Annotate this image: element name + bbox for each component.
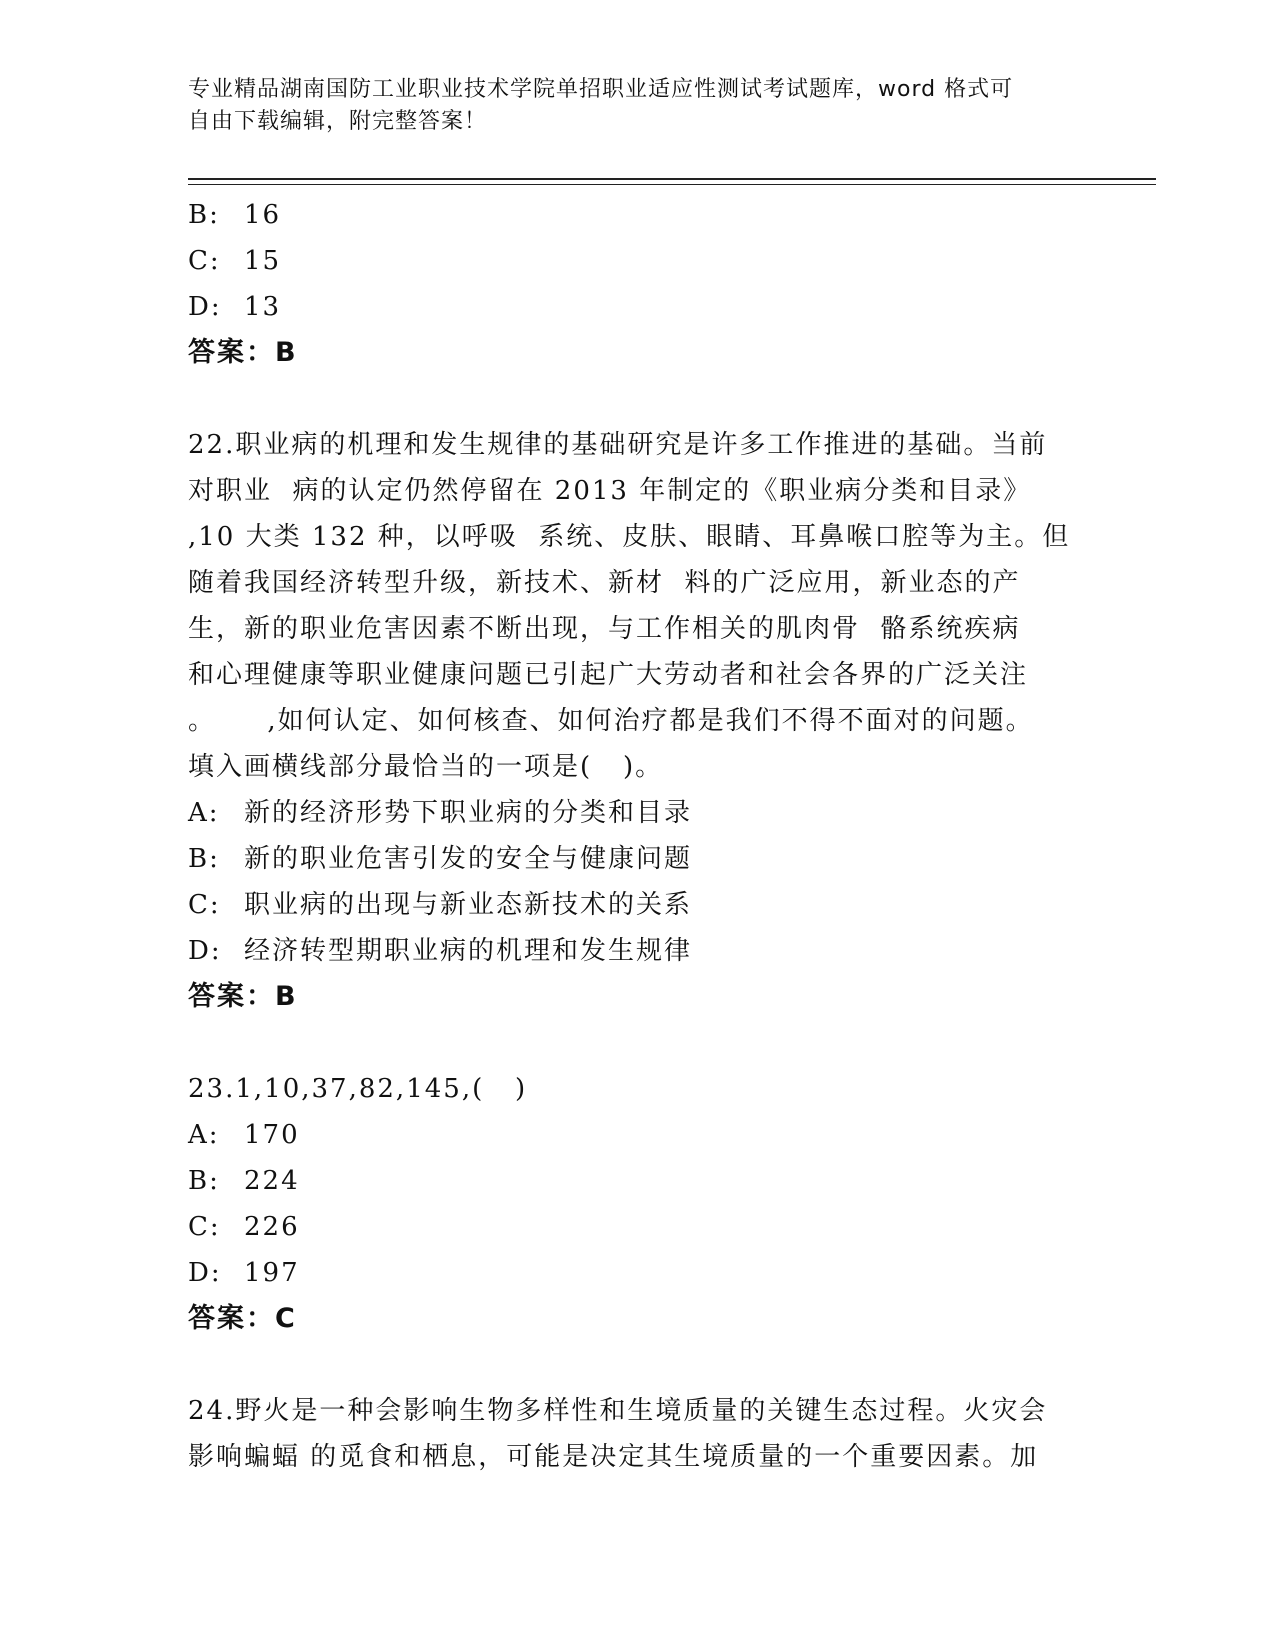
question-22-options xyxy=(188,790,1088,974)
option-b: B: 224 xyxy=(188,1166,300,1196)
option-b: B: 新的职业危害引发的安全与健康问题 xyxy=(188,844,693,874)
option-d: D: 197 xyxy=(188,1258,300,1288)
question-23-stem: 23.1,10,37,82,145,( ) xyxy=(188,1074,528,1104)
stem-line: 24.野火是一种会影响生物多样性和生境质量的关键生态过程。火灾会 xyxy=(188,1396,1048,1426)
page-header xyxy=(188,74,1068,138)
stem-line: 对职业 病的认定仍然停留在 2013 年制定的《职业病分类和目录》 xyxy=(188,476,1032,506)
question-22-answer: 答案：B xyxy=(188,981,298,1012)
stem-line: 随着我国经济转型升级，新技术、新材 料的广泛应用，新业态的产 xyxy=(188,568,1021,598)
question-21-answer: 答案：B xyxy=(188,337,298,368)
option-d: D: 13 xyxy=(188,292,282,322)
header-line-1: 专业精品湖南国防工业职业技术学院单招职业适应性测试考试题库，word 格式可 xyxy=(188,77,1014,102)
option-a: A: 170 xyxy=(188,1120,300,1150)
option-a: A: 新的经济形势下职业病的分类和目录 xyxy=(188,798,693,828)
question-content xyxy=(188,192,1088,1480)
question-23-answer: 答案：C xyxy=(188,1303,297,1334)
option-b: B: 16 xyxy=(188,200,282,230)
header-line-2: 自由下载编辑，附完整答案！ xyxy=(188,109,488,134)
stem-line: 生，新的职业危害因素不断出现，与工作相关的肌肉骨 骼系统疾病 xyxy=(188,614,1021,644)
question-22-stem xyxy=(188,422,1088,790)
header-rule-thin xyxy=(188,184,1156,185)
stem-line: 影响蝙蝠 的觅食和栖息，可能是决定其生境质量的一个重要因素。加 xyxy=(188,1442,1039,1472)
stem-line: 和心理健康等职业健康问题已引起广大劳动者和社会各界的广泛关注 xyxy=(188,660,1029,690)
stem-line: 填入画横线部分最恰当的一项是( )。 xyxy=(188,752,664,782)
question-24-stem xyxy=(188,1388,1088,1480)
stem-line: ,10 大类 132 种，以呼吸 系统、皮肤、眼睛、耳鼻喉口腔等为主。但 xyxy=(188,522,1071,552)
option-c: C: 15 xyxy=(188,246,282,276)
stem-line: 22.职业病的机理和发生规律的基础研究是许多工作推进的基础。当前 xyxy=(188,430,1048,460)
header-rule-thick xyxy=(188,178,1156,180)
option-d: D: 经济转型期职业病的机理和发生规律 xyxy=(188,936,693,966)
option-c: C: 226 xyxy=(188,1212,300,1242)
option-c: C: 职业病的出现与新业态新技术的关系 xyxy=(188,890,693,920)
stem-line: 。 ,如何认定、如何核查、如何治疗都是我们不得不面对的问题。 xyxy=(188,706,1034,736)
question-21-options xyxy=(188,192,1088,330)
question-23-options xyxy=(188,1112,1088,1296)
